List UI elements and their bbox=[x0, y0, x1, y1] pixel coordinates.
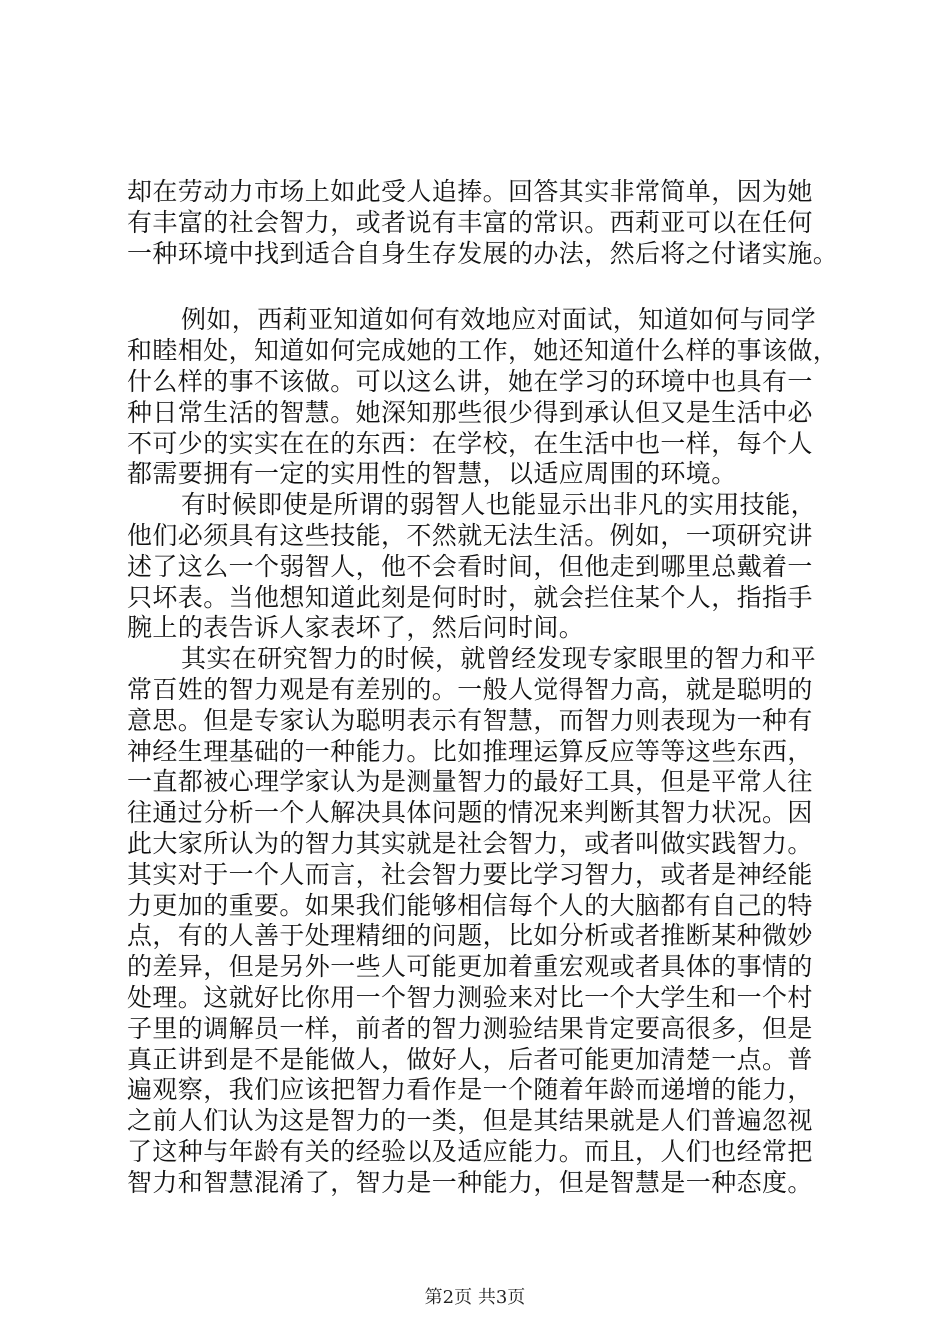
text-line: 点，有的人善于处理精细的问题，比如分析或者推断某种微妙 bbox=[127, 921, 813, 951]
text-line: 意思。但是专家认为聪明表示有智慧，而智力则表现为一种有 bbox=[127, 705, 813, 735]
text-line: 腕上的表告诉人家表坏了，然后问时间。 bbox=[127, 613, 585, 643]
text-line: 常百姓的智力观是有差别的。一般人觉得智力高，就是聪明的 bbox=[127, 674, 813, 704]
paragraph-3 bbox=[127, 490, 831, 644]
text-line: 什么样的事不该做。可以这么讲，她在学习的环境中也具有一 bbox=[127, 366, 813, 396]
text-line: 其实对于一个人而言，社会智力要比学习智力，或者是神经能 bbox=[127, 859, 813, 889]
paragraph-2 bbox=[127, 305, 839, 490]
text-line: 往通过分析一个人解决具体问题的情况来判断其智力状况。因 bbox=[127, 798, 813, 828]
paragraph-1 bbox=[127, 177, 839, 269]
paragraph-spacer bbox=[127, 269, 831, 305]
text-line: 只坏表。当他想知道此刻是何时时，就会拦住某个人，指指手 bbox=[127, 582, 813, 612]
text-line: 处理。这就好比你用一个智力测验来对比一个大学生和一个村 bbox=[127, 982, 813, 1012]
text-line: 和睦相处，知道如何完成她的工作，她还知道什么样的事该做， bbox=[127, 336, 839, 366]
text-line: 有时候即使是所谓的弱智人也能显示出非凡的实用技能， bbox=[181, 490, 817, 520]
text-line: 遍观察，我们应该把智力看作是一个随着年龄而递增的能力， bbox=[127, 1075, 813, 1105]
text-line: 一种环境中找到适合自身生存发展的办法，然后将之付诸实施。 bbox=[127, 238, 839, 268]
text-line: 子里的调解员一样，前者的智力测验结果肯定要高很多，但是 bbox=[127, 1013, 813, 1043]
text-line: 述了这么一个弱智人，他不会看时间，但他走到哪里总戴着一 bbox=[127, 551, 813, 581]
text-line: 种日常生活的智慧。她深知那些很少得到承认但又是生活中必 bbox=[127, 397, 813, 427]
text-line: 了这种与年龄有关的经验以及适应能力。而且，人们也经常把 bbox=[127, 1136, 813, 1166]
text-line: 真正讲到是不是能做人，做好人，后者可能更加清楚一点。普 bbox=[127, 1044, 813, 1074]
text-line: 之前人们认为这是智力的一类，但是其结果就是人们普遍忽视 bbox=[127, 1106, 813, 1136]
text-line: 此大家所认为的智力其实就是社会智力，或者叫做实践智力。 bbox=[127, 828, 813, 858]
text-line: 他们必须具有这些技能，不然就无法生活。例如，一项研究讲 bbox=[127, 520, 813, 550]
text-line: 智力和智慧混淆了，智力是一种能力，但是智慧是一种态度。 bbox=[127, 1167, 813, 1197]
text-line: 例如，西莉亚知道如何有效地应对面试，知道如何与同学 bbox=[181, 305, 817, 335]
text-line: 不可少的实实在在的东西：在学校，在生活中也一样，每个人 bbox=[127, 428, 813, 458]
document-body bbox=[127, 177, 839, 1199]
text-line: 力更加的重要。如果我们能够相信每个人的大脑都有自己的特 bbox=[127, 890, 813, 920]
page-number-footer: 第2页 共3页 bbox=[424, 1287, 526, 1308]
text-line: 有丰富的社会智力，或者说有丰富的常识。西莉亚可以在任何 bbox=[127, 207, 813, 237]
text-line: 其实在研究智力的时候，就曾经发现专家眼里的智力和平 bbox=[181, 644, 817, 674]
paragraph-4 bbox=[127, 644, 831, 1198]
text-line: 神经生理基础的一种能力。比如推理运算反应等等这些东西， bbox=[127, 736, 813, 766]
text-line: 一直都被心理学家认为是测量智力的最好工具，但是平常人往 bbox=[127, 767, 813, 797]
text-line: 的差异，但是另外一些人可能更加着重宏观或者具体的事情的 bbox=[127, 952, 813, 982]
text-line: 却在劳动力市场上如此受人追捧。回答其实非常简单，因为她 bbox=[127, 177, 813, 206]
text-line: 都需要拥有一定的实用性的智慧，以适应周围的环境。 bbox=[127, 459, 737, 489]
